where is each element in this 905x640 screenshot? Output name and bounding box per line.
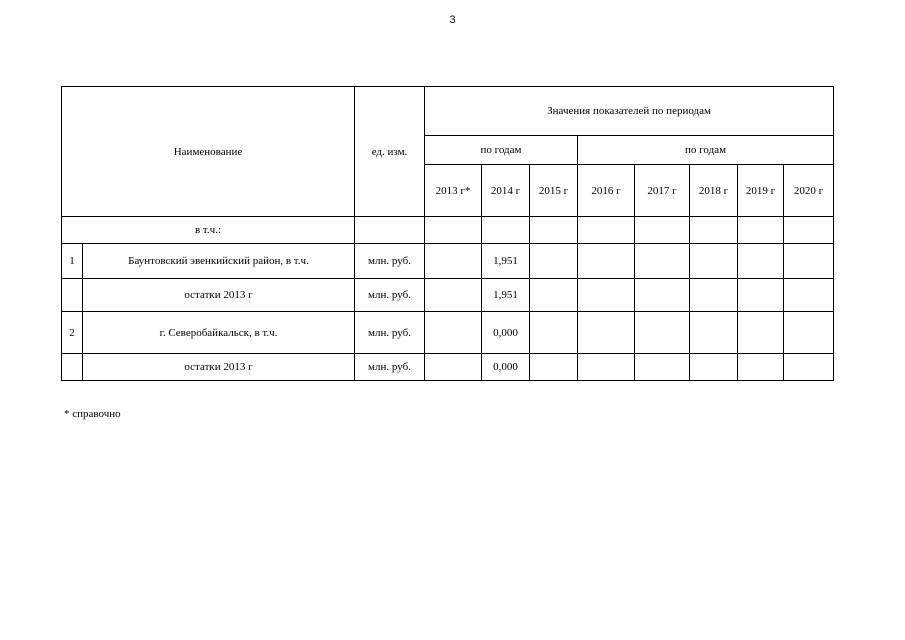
row-index (62, 279, 83, 312)
row-value (784, 217, 834, 244)
row-value (635, 244, 690, 279)
footnote: * справочно (64, 408, 121, 420)
row-value: 1,951 (482, 279, 530, 312)
row-value: 0,000 (482, 354, 530, 381)
row-value (425, 244, 482, 279)
table-row (62, 312, 834, 354)
year-header: 2017 г (635, 165, 690, 217)
row-unit: млн. руб. (355, 354, 425, 381)
row-value (690, 279, 738, 312)
row-value (784, 279, 834, 312)
row-value (738, 312, 784, 354)
year-header: 2019 г (738, 165, 784, 217)
row-value (482, 217, 530, 244)
header-values-title: Значения показателей по периодам (425, 87, 834, 136)
table-row (62, 217, 834, 244)
row-value (578, 244, 635, 279)
page-number: 3 (449, 14, 456, 26)
row-value (635, 279, 690, 312)
row-unit (355, 217, 425, 244)
row-value (690, 244, 738, 279)
row-name: остатки 2013 г (83, 279, 355, 312)
row-index: 1 (62, 244, 83, 279)
row-value (690, 354, 738, 381)
header-group-2: по годам (578, 136, 834, 165)
year-header: 2018 г (690, 165, 738, 217)
row-value (690, 312, 738, 354)
year-header: 2020 г (784, 165, 834, 217)
row-value (635, 217, 690, 244)
row-value (530, 244, 578, 279)
row-index (62, 354, 83, 381)
row-name: г. Северобайкальск, в т.ч. (83, 312, 355, 354)
table-row (62, 354, 834, 381)
row-value: 0,000 (482, 312, 530, 354)
year-header: 2016 г (578, 165, 635, 217)
row-unit: млн. руб. (355, 312, 425, 354)
row-value (784, 312, 834, 354)
row-value (738, 354, 784, 381)
row-unit: млн. руб. (355, 279, 425, 312)
row-value (578, 354, 635, 381)
row-value (530, 217, 578, 244)
row-value: 1,951 (482, 244, 530, 279)
year-header: 2013 г* (425, 165, 482, 217)
row-value (425, 217, 482, 244)
table-row (62, 244, 834, 279)
indicators-table (61, 86, 834, 381)
row-value (578, 217, 635, 244)
row-index: 2 (62, 312, 83, 354)
row-value (425, 354, 482, 381)
row-value (635, 312, 690, 354)
row-unit: млн. руб. (355, 244, 425, 279)
row-value (530, 354, 578, 381)
header-row-1 (62, 87, 834, 136)
row-value (578, 279, 635, 312)
row-value (530, 312, 578, 354)
row-value (738, 279, 784, 312)
row-value (425, 279, 482, 312)
header-group-1: по годам (425, 136, 578, 165)
table-row (62, 279, 834, 312)
row-name: в т.ч.: (62, 217, 355, 244)
row-value (425, 312, 482, 354)
row-value (530, 279, 578, 312)
row-value (738, 244, 784, 279)
row-value (784, 354, 834, 381)
row-value (578, 312, 635, 354)
row-value (635, 354, 690, 381)
year-header: 2014 г (482, 165, 530, 217)
header-name: Наименование (62, 87, 355, 217)
year-header: 2015 г (530, 165, 578, 217)
header-unit: ед. изм. (355, 87, 425, 217)
row-name: Баунтовский эвенкийский район, в т.ч. (83, 244, 355, 279)
row-value (738, 217, 784, 244)
row-value (784, 244, 834, 279)
row-name: остатки 2013 г (83, 354, 355, 381)
row-value (690, 217, 738, 244)
